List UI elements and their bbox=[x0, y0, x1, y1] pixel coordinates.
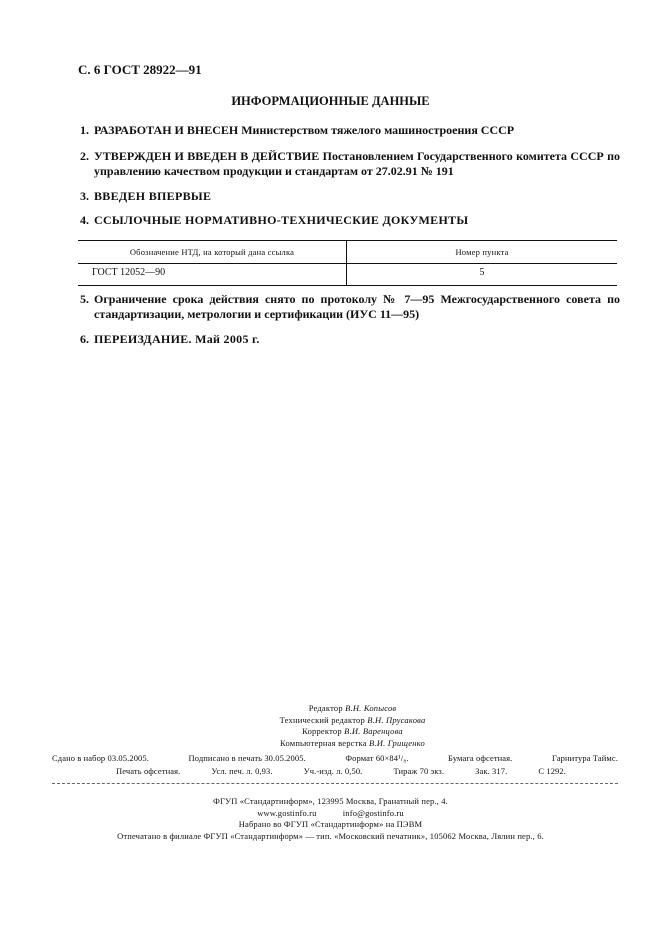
typeset-note: Набрано во ФГУП «Стандартинформ» на ПЭВМ bbox=[238, 819, 423, 829]
table-cell-document: ГОСТ 12052—90 bbox=[78, 264, 347, 282]
print-detail: Подписано в печать 30.05.2005. bbox=[188, 753, 306, 763]
publisher-info bbox=[0, 796, 661, 842]
item-number: 3. bbox=[80, 189, 89, 203]
editorial-credits bbox=[0, 703, 661, 749]
item-text: Министерством тяжелого машиностроения СССР bbox=[241, 123, 515, 137]
print-details-row bbox=[52, 752, 618, 765]
print-detail: Бумага офсетная. bbox=[448, 753, 513, 763]
item-number: 6. bbox=[80, 332, 89, 346]
item-lead: Ограничение срока действия снято по протоколу № 7—95 Межгосударственного совета по стандартизации, метрологии и сертификации (ИУС 11—95) bbox=[94, 292, 620, 321]
table-bottom-border bbox=[78, 281, 617, 286]
credit-proofreader bbox=[22, 726, 661, 738]
reference-documents-table bbox=[78, 240, 617, 286]
item-text: Постановлением Государственного комитета СССР по управлению качеством продукции и стандартам от 27.02.91 № 191 bbox=[94, 149, 620, 178]
credit-editor bbox=[22, 703, 661, 715]
print-detail: Печать офсетная. bbox=[116, 766, 181, 776]
credit-name: В.Н. Прусакова bbox=[367, 714, 426, 725]
item-lead: ВВЕДЕН ВПЕРВЫЕ bbox=[94, 189, 212, 203]
print-detail: С 1292. bbox=[538, 766, 566, 776]
table-cell-clause: 5 bbox=[479, 267, 485, 278]
item-number: 5. bbox=[80, 292, 89, 306]
credit-role: Редактор bbox=[308, 703, 343, 713]
print-detail: Сдано в набор 03.05.2005. bbox=[52, 753, 149, 763]
credit-role: Технический редактор bbox=[279, 714, 365, 725]
divider bbox=[52, 783, 618, 784]
section-title: ИНФОРМАЦИОННЫЕ ДАННЫЕ bbox=[231, 94, 430, 108]
publisher-address: ФГУП «Стандартинформ», 123995 Москва, Гранатный пер., 4. bbox=[213, 796, 448, 806]
print-details-row bbox=[52, 765, 566, 778]
credit-role: Компьютерная верстка bbox=[280, 737, 367, 748]
publisher-contacts bbox=[0, 808, 661, 820]
item-number: 1. bbox=[80, 123, 89, 137]
table-row bbox=[78, 264, 617, 282]
print-detail: Гарнитура Таймс. bbox=[551, 753, 618, 763]
credit-layout bbox=[22, 738, 661, 750]
item-lead: ССЫЛОЧНЫЕ НОРМАТИВНО-ТЕХНИЧЕСКИЕ ДОКУМЕНТЫ bbox=[94, 213, 469, 227]
credit-name: В.Н. Копысов bbox=[345, 703, 397, 713]
credit-tech-editor bbox=[22, 715, 661, 727]
item-lead: ПЕРЕИЗДАНИЕ. Май 2005 г. bbox=[94, 332, 260, 346]
column-header-clause: Номер пункта bbox=[347, 241, 618, 264]
credit-role: Корректор bbox=[302, 726, 342, 736]
table-header-row bbox=[78, 241, 617, 264]
column-header-document: Обозначение НТД, на который дана ссылка bbox=[78, 241, 347, 264]
table-spacer-cell bbox=[78, 281, 347, 286]
item-number: 4. bbox=[80, 213, 89, 227]
print-detail: Уч.-изд. л. 0,50. bbox=[303, 766, 363, 776]
print-details bbox=[52, 752, 618, 778]
print-detail: Зак. 317. bbox=[475, 766, 508, 776]
print-detail: Усл. печ. л. 0,93. bbox=[211, 766, 273, 776]
item-number: 2. bbox=[80, 149, 89, 163]
print-detail: Формат 60×84¹/₈. bbox=[345, 753, 409, 763]
publisher-email: info@gostinfo.ru bbox=[342, 807, 404, 818]
item-lead: РАЗРАБОТАН И ВНЕСЕН bbox=[94, 123, 239, 137]
page-header: С. 6 ГОСТ 28922—91 bbox=[78, 62, 202, 77]
table-spacer-cell bbox=[347, 281, 618, 286]
print-detail: Тираж 70 экз. bbox=[393, 766, 445, 776]
printed-note: Отпечатано в филиале ФГУП «Стандартинформ» — тип. «Московский печатник», 105062 Москва, Лялин пер., 6. bbox=[117, 830, 544, 841]
item-lead: УТВЕРЖДЕН И ВВЕДЕН В ДЕЙСТВИЕ bbox=[94, 149, 320, 163]
publisher-website: www.gostinfo.ru bbox=[257, 807, 317, 818]
credit-name: В.И. Грищенко bbox=[369, 737, 425, 748]
credit-name: В.И. Варенцова bbox=[344, 726, 403, 736]
